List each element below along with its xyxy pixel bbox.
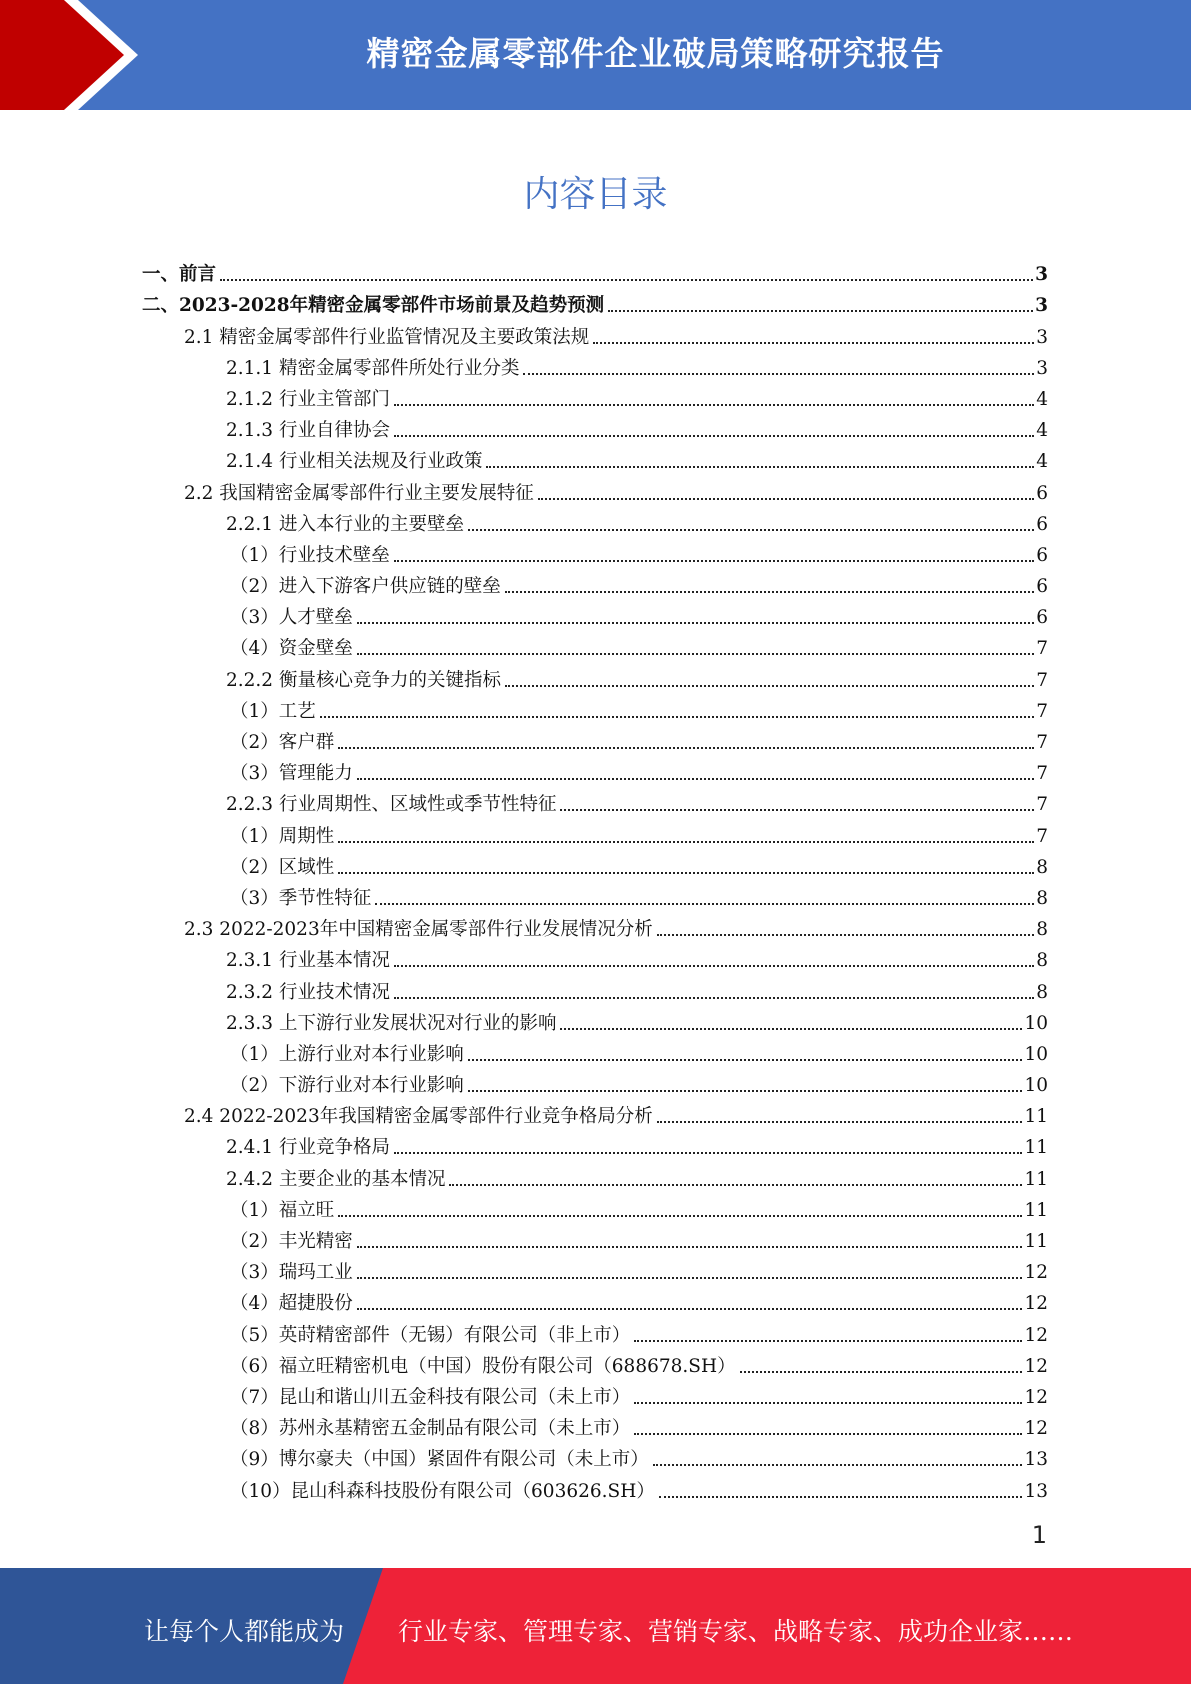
toc-entry[interactable] (142, 286, 1048, 317)
toc-entry-page: 8 (1036, 887, 1048, 909)
toc-entry-title: 2.2.1 进入本行业的主要壁垒 (226, 513, 464, 535)
toc-entry[interactable] (142, 1191, 1048, 1222)
toc-entry-title: （1）工艺 (230, 700, 316, 722)
toc-entry-page: 3 (1036, 326, 1048, 348)
table-of-contents (142, 255, 1048, 1503)
toc-entry-title: （9）博尔豪夫（中国）紧固件有限公司（未上市） (230, 1449, 649, 1471)
toc-entry-page: 12 (1024, 1418, 1048, 1440)
toc-entry[interactable] (142, 1066, 1048, 1097)
footer-slogan-left: 让每个人都能成为 (144, 1617, 345, 1646)
toc-entry[interactable] (142, 536, 1048, 567)
toc-entry[interactable] (142, 941, 1048, 972)
toc-dot-leader (468, 1059, 1023, 1061)
toc-entry[interactable] (142, 629, 1048, 660)
toc-entry[interactable] (142, 380, 1048, 411)
toc-dot-leader (338, 1215, 1022, 1217)
toc-entry-page: 12 (1024, 1293, 1048, 1315)
toc-dot-leader (634, 1340, 1022, 1342)
toc-dot-leader (394, 1152, 1022, 1154)
toc-dot-leader (357, 1277, 1023, 1279)
toc-dot-leader (560, 809, 1034, 811)
toc-entry[interactable] (142, 442, 1048, 473)
toc-entry-title: 2.1.4 行业相关法规及行业政策 (226, 451, 483, 473)
toc-entry[interactable] (142, 349, 1048, 380)
toc-entry-page: 4 (1036, 451, 1048, 473)
toc-dot-leader (634, 1433, 1022, 1435)
toc-entry-page: 11 (1024, 1168, 1048, 1190)
toc-entry-title: （8）苏州永基精密五金制品有限公司（未上市） (230, 1418, 631, 1440)
toc-entry-page: 3 (1036, 357, 1048, 379)
toc-dot-leader (394, 404, 1034, 406)
toc-dot-leader (338, 747, 1034, 749)
toc-dot-leader (338, 841, 1034, 843)
toc-entry-page: 6 (1036, 576, 1048, 598)
toc-entry[interactable] (142, 1253, 1048, 1284)
toc-entry[interactable] (142, 1159, 1048, 1190)
toc-dot-leader (653, 1464, 1023, 1466)
toc-dot-leader (375, 903, 1034, 905)
toc-entry[interactable] (142, 1035, 1048, 1066)
toc-dot-leader (449, 1184, 1022, 1186)
toc-entry-page: 12 (1024, 1262, 1048, 1284)
toc-entry-title: 2.2 我国精密金属零部件行业主要发展特征 (184, 482, 534, 504)
toc-entry-page: 7 (1036, 763, 1048, 785)
toc-dot-leader (538, 498, 1034, 500)
toc-entry[interactable] (142, 255, 1048, 286)
toc-entry-page: 6 (1036, 482, 1048, 504)
toc-dot-leader (357, 1308, 1023, 1310)
toc-entry-title: （6）福立旺精密机电（中国）股份有限公司（688678.SH） (230, 1355, 736, 1377)
toc-entry-title: （4）超捷股份 (230, 1293, 353, 1315)
toc-entry-page: 7 (1036, 794, 1048, 816)
toc-entry-page: 4 (1036, 420, 1048, 442)
toc-entry-page: 8 (1036, 981, 1048, 1003)
toc-entry[interactable] (142, 1440, 1048, 1471)
toc-entry-page: 6 (1036, 513, 1048, 535)
toc-dot-leader (523, 373, 1034, 375)
toc-dot-leader (394, 965, 1034, 967)
toc-entry-page: 6 (1036, 607, 1048, 629)
toc-entry-page: 6 (1036, 544, 1048, 566)
toc-entry-page: 7 (1036, 669, 1048, 691)
toc-entry-page: 12 (1024, 1386, 1048, 1408)
toc-dot-leader (659, 1496, 1023, 1498)
toc-entry-title: 2.4 2022-2023年我国精密金属零部件行业竞争格局分析 (184, 1106, 653, 1128)
toc-entry-page: 8 (1036, 856, 1048, 878)
toc-heading: 内容目录 (523, 174, 668, 215)
toc-entry[interactable] (142, 972, 1048, 1003)
toc-entry-title: （2）客户群 (230, 732, 335, 753)
toc-entry[interactable] (142, 317, 1048, 348)
toc-entry-title: 2.3.2 行业技术情况 (226, 981, 390, 1003)
toc-dot-leader (338, 872, 1034, 874)
toc-entry[interactable] (142, 598, 1048, 629)
toc-entry-title: （2）下游行业对本行业影响 (230, 1075, 464, 1097)
toc-entry-title: 2.2.3 行业周期性、区域性或季节性特征 (226, 794, 557, 816)
toc-entry-title: （1）行业技术壁垒 (230, 544, 390, 566)
toc-entry-page: 11 (1024, 1106, 1048, 1128)
toc-entry-page: 7 (1036, 638, 1048, 660)
page-header (0, 0, 1191, 110)
toc-entry-page: 8 (1036, 950, 1048, 972)
toc-entry-page: 3 (1035, 264, 1048, 286)
toc-dot-leader (220, 279, 1033, 281)
toc-entry-page: 10 (1024, 1075, 1048, 1097)
toc-entry-title: （10）昆山科森科技股份有限公司（603626.SH） (230, 1480, 655, 1502)
toc-entry-title: 2.1 精密金属零部件行业监管情况及主要政策法规 (184, 326, 590, 348)
toc-dot-leader (357, 1246, 1023, 1248)
toc-dot-leader (634, 1402, 1022, 1404)
toc-dot-leader (560, 1028, 1022, 1030)
toc-dot-leader (357, 778, 1034, 780)
toc-entry[interactable] (142, 1471, 1048, 1502)
toc-entry-page: 7 (1036, 732, 1048, 753)
toc-entry-title: 2.4.1 行业竞争格局 (226, 1137, 390, 1159)
toc-entry-title: 2.3.1 行业基本情况 (226, 950, 390, 972)
toc-entry-page: 7 (1036, 700, 1048, 722)
toc-dot-leader (505, 591, 1034, 593)
toc-entry-title: （4）资金壁垒 (230, 638, 353, 660)
toc-entry[interactable] (142, 910, 1048, 941)
toc-entry[interactable] (142, 1409, 1048, 1440)
toc-entry[interactable] (142, 1378, 1048, 1409)
toc-entry[interactable] (142, 754, 1048, 785)
toc-entry-page: 7 (1036, 825, 1048, 847)
header-title: 精密金属零部件企业破局策略研究报告 (366, 34, 945, 73)
toc-entry-title: 2.1.3 行业自律协会 (226, 420, 390, 442)
toc-entry-page: 11 (1024, 1137, 1048, 1159)
toc-dot-leader (394, 435, 1034, 437)
toc-dot-leader (740, 1371, 1023, 1373)
toc-entry-title: （2）区域性 (230, 856, 335, 878)
toc-entry-page: 11 (1024, 1231, 1048, 1252)
toc-dot-leader (608, 310, 1033, 312)
toc-dot-leader (320, 716, 1034, 718)
toc-entry-title: （3）人才壁垒 (230, 607, 353, 629)
toc-entry[interactable] (142, 692, 1048, 723)
toc-entry-title: 2.1.2 行业主管部门 (226, 388, 390, 410)
toc-entry-title: （5）英莳精密部件（无锡）有限公司（非上市） (230, 1324, 631, 1346)
toc-dot-leader (505, 685, 1034, 687)
toc-entry[interactable] (142, 723, 1048, 754)
toc-entry-page: 11 (1024, 1199, 1048, 1221)
toc-entry-page: 13 (1024, 1449, 1048, 1471)
toc-dot-leader (468, 1090, 1023, 1092)
toc-entry-page: 10 (1024, 1012, 1048, 1034)
toc-entry[interactable] (142, 785, 1048, 816)
toc-entry-page: 13 (1024, 1480, 1048, 1502)
toc-dot-leader (357, 622, 1034, 624)
toc-dot-leader (468, 529, 1034, 531)
toc-dot-leader (657, 1121, 1023, 1123)
toc-entry-title: 2.3.3 上下游行业发展状况对行业的影响 (226, 1012, 557, 1034)
toc-entry-title: （2）进入下游客户供应链的壁垒 (230, 576, 501, 598)
toc-dot-leader (657, 934, 1035, 936)
toc-entry[interactable] (142, 848, 1048, 879)
toc-entry[interactable] (142, 879, 1048, 910)
toc-entry[interactable] (142, 1347, 1048, 1378)
toc-entry-title: （1）上游行业对本行业影响 (230, 1043, 464, 1065)
footer-slogan-right: 行业专家、管理专家、营销专家、战略专家、成功企业家…… (398, 1617, 1074, 1646)
toc-entry-page: 8 (1036, 919, 1048, 941)
toc-dot-leader (593, 342, 1034, 344)
toc-entry[interactable] (142, 1004, 1048, 1035)
toc-entry[interactable] (142, 505, 1048, 536)
toc-entry[interactable] (142, 473, 1048, 504)
toc-entry[interactable] (142, 1315, 1048, 1346)
toc-dot-leader (394, 997, 1034, 999)
toc-entry-page: 4 (1036, 388, 1048, 410)
toc-entry-title: （7）昆山和谐山川五金科技有限公司（未上市） (230, 1386, 631, 1408)
toc-entry-title: 二、2023-2028年精密金属零部件市场前景及趋势预测 (142, 295, 605, 317)
toc-entry-title: （1）福立旺 (230, 1199, 335, 1221)
toc-entry[interactable] (142, 1128, 1048, 1159)
toc-entry-page: 10 (1024, 1043, 1048, 1065)
toc-entry-title: 2.1.1 精密金属零部件所处行业分类 (226, 357, 520, 379)
toc-dot-leader (394, 560, 1034, 562)
toc-entry-title: （3）瑞玛工业 (230, 1262, 353, 1284)
toc-dot-leader (486, 466, 1034, 468)
toc-entry-title: （3）季节性特征 (230, 887, 372, 909)
toc-entry[interactable] (142, 816, 1048, 847)
toc-entry-title: （1）周期性 (230, 825, 335, 847)
toc-entry-title: （2）丰光精密 (230, 1231, 353, 1252)
toc-entry-title: 2.2.2 衡量核心竞争力的关键指标 (226, 669, 501, 691)
toc-entry[interactable] (142, 1284, 1048, 1315)
toc-entry-title: （3）管理能力 (230, 763, 353, 785)
toc-entry-page: 12 (1024, 1355, 1048, 1377)
toc-entry-title: 一、前言 (142, 264, 217, 286)
toc-entry[interactable] (142, 411, 1048, 442)
toc-entry-page: 3 (1035, 295, 1048, 317)
toc-entry-title: 2.3 2022-2023年中国精密金属零部件行业发展情况分析 (184, 919, 653, 941)
toc-entry-page: 12 (1024, 1324, 1048, 1346)
page-footer (0, 1568, 1191, 1684)
toc-dot-leader (357, 653, 1034, 655)
toc-entry-title: 2.4.2 主要企业的基本情况 (226, 1168, 446, 1190)
toc-entry[interactable] (142, 1097, 1048, 1128)
toc-entry[interactable] (142, 567, 1048, 598)
toc-entry[interactable] (142, 1222, 1048, 1253)
page-number: 1 (1031, 1521, 1047, 1549)
toc-entry[interactable] (142, 660, 1048, 691)
